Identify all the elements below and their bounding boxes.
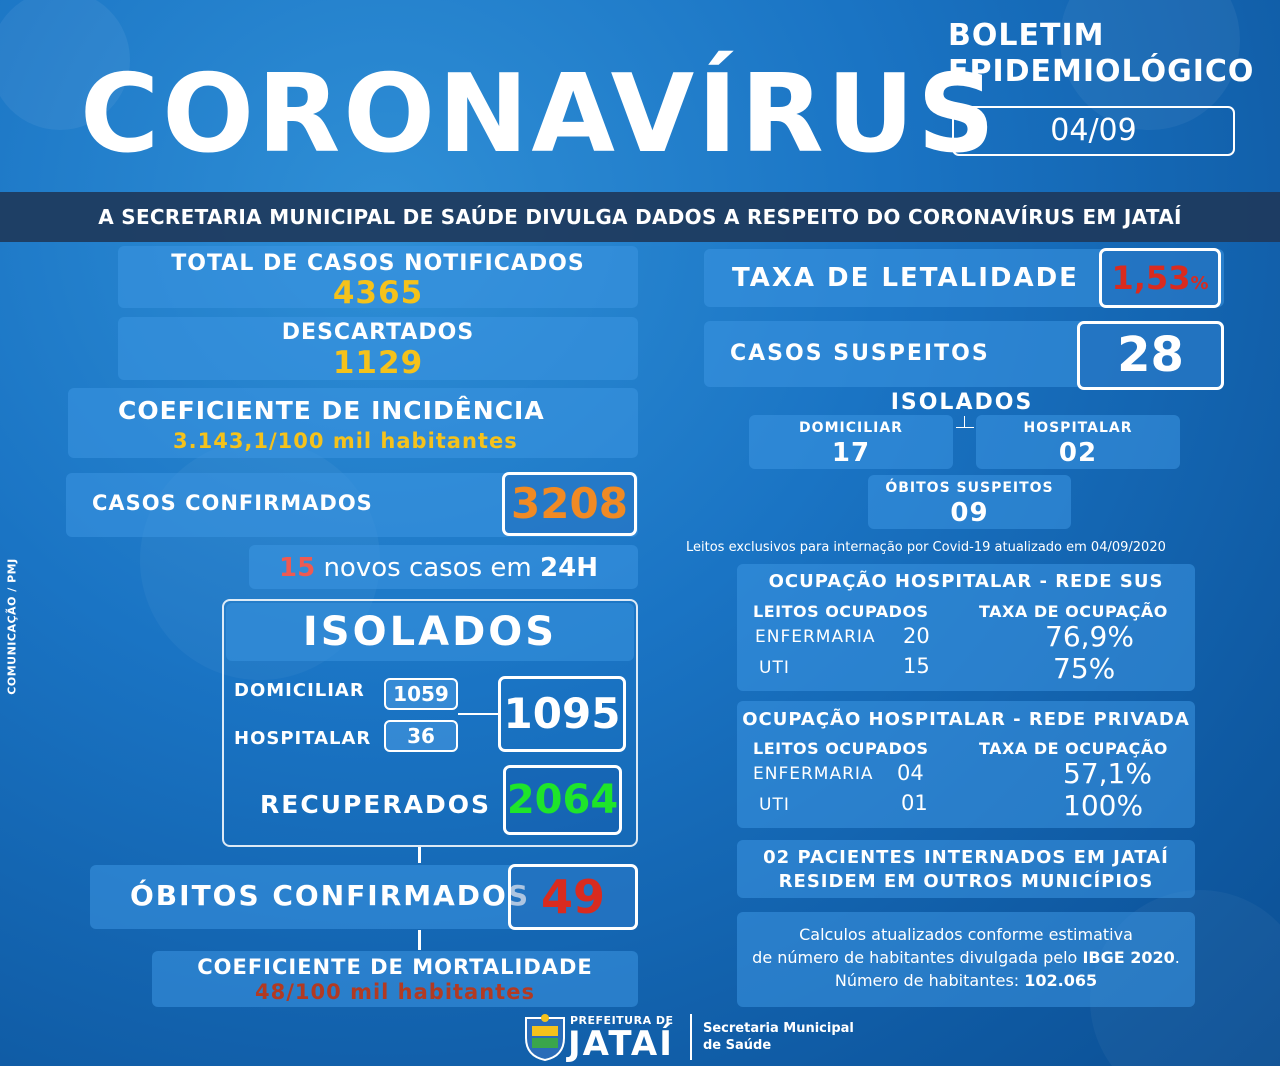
privada-r2-rate: 100% bbox=[1063, 789, 1144, 822]
footer-divider bbox=[690, 1014, 692, 1060]
obitos-label: ÓBITOS CONFIRMADOS bbox=[130, 879, 531, 912]
calc-line1: Calculos atualizados conforme estimativa bbox=[799, 925, 1133, 944]
connector-line bbox=[458, 713, 500, 715]
sus-r2-label: UTI bbox=[759, 658, 790, 678]
pacientes-line2: RESIDEM EM OUTROS MUNICÍPIOS bbox=[778, 871, 1154, 892]
isolados-title: ISOLADOS bbox=[226, 603, 634, 661]
connector-line bbox=[956, 427, 974, 428]
main-title: CORONAVÍRUS bbox=[80, 52, 999, 177]
hospitalar-value: 36 bbox=[384, 720, 458, 752]
obitos-suspeitos-label: ÓBITOS SUSPEITOS bbox=[885, 480, 1054, 496]
total-notificados-label: TOTAL DE CASOS NOTIFICADOS bbox=[171, 251, 585, 276]
hosp-label: HOSPITALAR bbox=[1023, 420, 1133, 436]
coef-incidencia-card bbox=[68, 388, 638, 458]
privada-col1-header: LEITOS OCUPADOS bbox=[753, 739, 929, 758]
coef-mortalidade-label: COEFICIENTE DE MORTALIDADE bbox=[197, 955, 593, 979]
letalidade-value: 1,53 bbox=[1111, 259, 1191, 297]
total-notificados-card bbox=[118, 246, 638, 311]
calc-line2b: IBGE 2020 bbox=[1082, 948, 1175, 967]
footer-secretaria bbox=[703, 1020, 854, 1054]
boletim-label bbox=[948, 18, 1258, 90]
sus-r2-rate: 75% bbox=[1053, 652, 1116, 685]
novos-casos-period: 24H bbox=[540, 553, 598, 583]
dom-label: DOMICILIAR bbox=[799, 420, 903, 436]
suspeitos-value: 28 bbox=[1077, 321, 1224, 390]
calc-line3b: 102.065 bbox=[1024, 971, 1098, 990]
sus-col2-header: TAXA DE OCUPAÇÃO bbox=[979, 602, 1168, 621]
descartados-value: 1129 bbox=[332, 345, 424, 381]
privada-r1-value: 04 bbox=[897, 761, 924, 785]
novos-casos-card bbox=[249, 545, 638, 589]
descartados-label: DESCARTADOS bbox=[281, 320, 475, 345]
pacientes-line1: 02 PACIENTES INTERNADOS EM JATAÍ bbox=[763, 847, 1169, 868]
privada-r1-label: ENFERMARIA bbox=[753, 764, 874, 784]
footer-secretaria-line1: Secretaria Municipal bbox=[703, 1021, 854, 1036]
calc-line2c: . bbox=[1174, 948, 1180, 967]
boletim-line2: EPIDEMIOLÓGICO bbox=[948, 54, 1255, 89]
letalidade-label: TAXA DE LETALIDADE bbox=[732, 263, 1079, 293]
sus-col1-header: LEITOS OCUPADOS bbox=[753, 602, 929, 621]
casos-confirmados-value: 3208 bbox=[502, 472, 637, 536]
privada-r2-value: 01 bbox=[901, 791, 928, 815]
dom-value: 17 bbox=[831, 438, 871, 468]
recuperados-value: 2064 bbox=[503, 765, 622, 835]
sus-title: OCUPAÇÃO HOSPITALAR - REDE SUS bbox=[768, 571, 1164, 592]
obitos-value: 49 bbox=[508, 864, 638, 930]
coef-mortalidade-card bbox=[152, 951, 638, 1007]
sus-r1-rate: 76,9% bbox=[1045, 620, 1134, 653]
isolados-right-title: ISOLADOS bbox=[890, 390, 1034, 415]
coef-incidencia-label: COEFICIENTE DE INCIDÊNCIA bbox=[118, 396, 545, 425]
novos-casos-text: novos casos em bbox=[323, 553, 532, 583]
calc-line3a: Número de habitantes: bbox=[834, 971, 1020, 990]
calc-line2 bbox=[737, 946, 1195, 969]
calc-line3 bbox=[737, 969, 1195, 992]
letalidade-value-box bbox=[1099, 248, 1221, 308]
hosp-card bbox=[976, 415, 1180, 469]
side-credit: COMUNICAÇÃO / PMJ bbox=[5, 558, 19, 695]
boletim-line1: BOLETIM bbox=[948, 18, 1105, 53]
obitos-suspeitos-card bbox=[868, 475, 1071, 529]
leitos-note: Leitos exclusivos para internação por Covid-19 atualizado em 04/09/2020 bbox=[686, 540, 1166, 555]
city-coat-of-arms-icon bbox=[522, 1012, 568, 1062]
novos-casos-number: 15 bbox=[279, 553, 316, 583]
privada-title: OCUPAÇÃO HOSPITALAR - REDE PRIVADA bbox=[742, 709, 1190, 730]
footer-prefeitura: PREFEITURA DE bbox=[570, 1014, 674, 1027]
recuperados-label: RECUPERADOS bbox=[260, 790, 491, 819]
connector-line bbox=[418, 847, 421, 863]
calculos-card bbox=[737, 912, 1195, 1007]
obitos-suspeitos-value: 09 bbox=[950, 498, 989, 528]
privada-card bbox=[737, 701, 1195, 828]
sus-r1-value: 20 bbox=[903, 624, 930, 648]
descartados-card bbox=[118, 317, 638, 380]
letalidade-pct: % bbox=[1190, 273, 1209, 294]
privada-r1-rate: 57,1% bbox=[1063, 757, 1152, 790]
coef-mortalidade-value: 48/100 mil habitantes bbox=[255, 980, 535, 1004]
date-box: 04/09 bbox=[952, 106, 1235, 156]
calc-line2a: de número de habitantes divulgada pelo bbox=[752, 948, 1078, 967]
casos-confirmados-label: CASOS CONFIRMADOS bbox=[92, 491, 373, 515]
domiciliar-value: 1059 bbox=[384, 678, 458, 710]
hospitalar-label: HOSPITALAR bbox=[234, 728, 372, 749]
suspeitos-label: CASOS SUSPEITOS bbox=[730, 341, 990, 366]
sus-r1-label: ENFERMARIA bbox=[755, 627, 876, 647]
domiciliar-label: DOMICILIAR bbox=[234, 680, 365, 701]
isolados-total-value: 1095 bbox=[498, 676, 626, 752]
privada-col2-header: TAXA DE OCUPAÇÃO bbox=[979, 739, 1168, 758]
pacientes-card bbox=[737, 840, 1195, 898]
footer-secretaria-line2: de Saúde bbox=[703, 1038, 772, 1053]
sus-card bbox=[737, 564, 1195, 691]
dom-card bbox=[749, 415, 953, 469]
privada-r2-label: UTI bbox=[759, 795, 790, 815]
hosp-value: 02 bbox=[1058, 438, 1098, 468]
connector-line bbox=[418, 930, 421, 950]
coef-incidencia-value: 3.143,1/100 mil habitantes bbox=[173, 429, 518, 453]
total-notificados-value: 4365 bbox=[332, 275, 424, 311]
banner: A SECRETARIA MUNICIPAL DE SAÚDE DIVULGA DADOS A RESPEITO DO CORONAVÍRUS EM JATAÍ bbox=[0, 192, 1280, 242]
sus-r2-value: 15 bbox=[903, 654, 930, 678]
footer-city: JATAÍ bbox=[568, 1024, 674, 1064]
